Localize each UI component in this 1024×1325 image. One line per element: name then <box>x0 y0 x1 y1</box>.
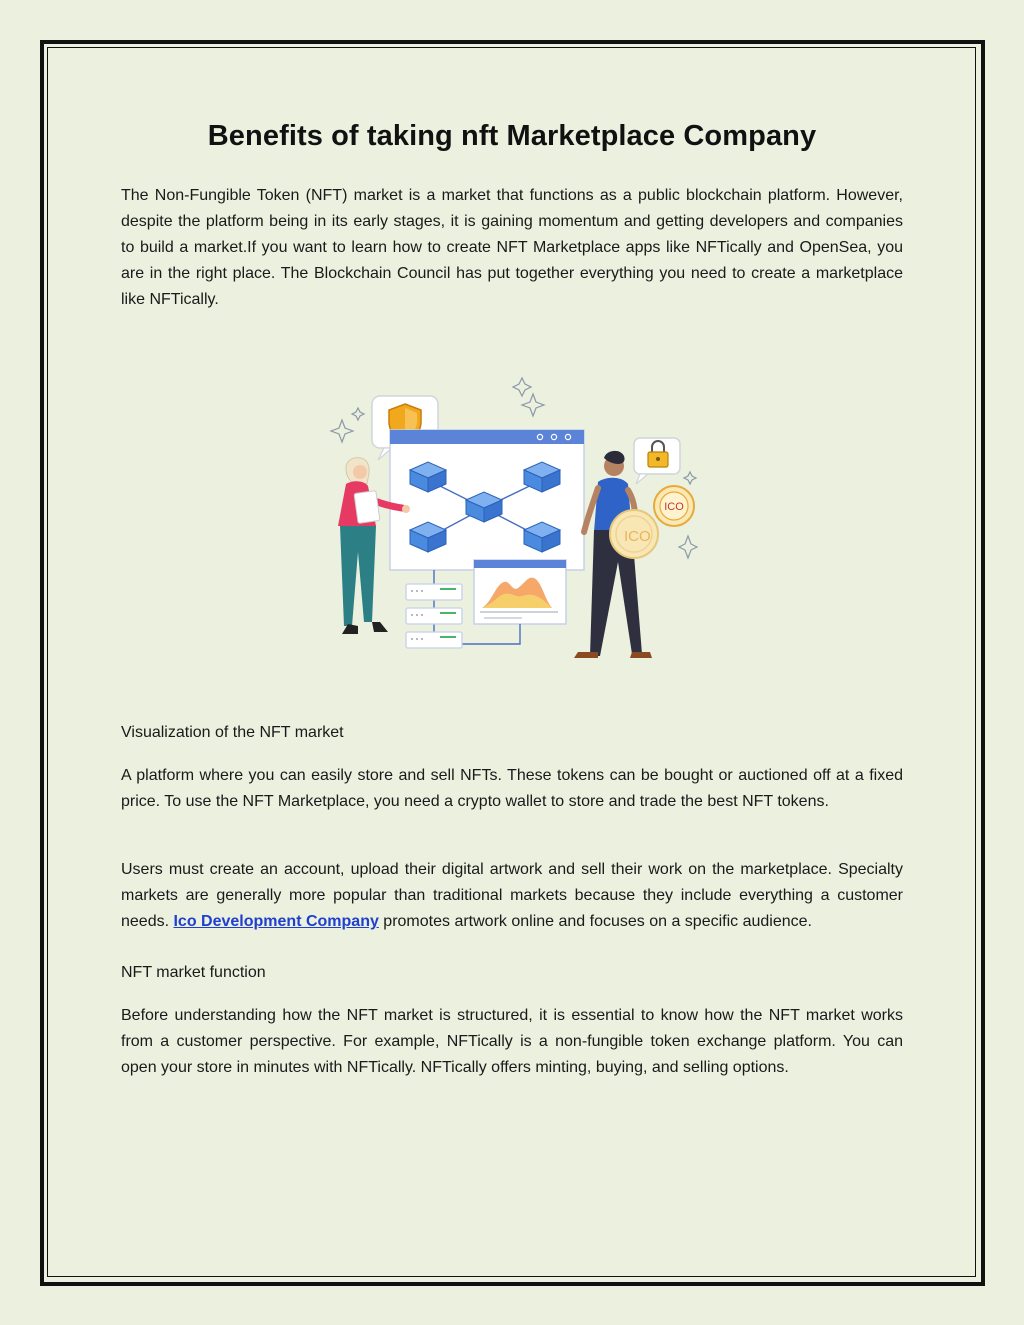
paragraph-users <box>121 857 903 935</box>
subheading-visualization: Visualization of the NFT market <box>121 724 344 741</box>
paragraph-users-text-b: promotes artwork online and focuses on a specific audience. <box>378 913 812 930</box>
ico-badge-label: ICO <box>664 501 684 513</box>
ico-coin-label: ICO <box>624 528 651 545</box>
page-title: Benefits of taking nft Marketplace Company <box>207 120 817 152</box>
paragraph-platform: A platform where you can easily store and sell NFTs. These tokens can be bought or auctioned off at a fixed price. To use the NFT Marketplace, you need a crypto wallet to store and trade the best NFT tokens. <box>121 767 903 810</box>
chart-window <box>474 560 566 624</box>
paragraph-users-text-a: Users must create an account, upload their digital artwork and sell their work on the marketplace. Specialty markets are generally more popular than traditional markets because they include everything a customer needs. <box>121 861 903 930</box>
nft-marketplace-illustration <box>322 372 706 668</box>
padlock-icon <box>634 438 680 484</box>
blockchain-window <box>390 430 584 570</box>
subheading-market-function: NFT market function <box>121 964 266 981</box>
intro-paragraph: The Non-Fungible Token (NFT) market is a market that functions as a public blockchain platform. However, despite the platform being in its early stages, it is gaining momentum and getting developers and companies to build a market.If you want to learn how to create NFT Marketplace apps like NFTically and OpenSea, you are in the right place. The Blockchain Council has put together everything you need to create a marketplace like NFTically. <box>121 187 903 308</box>
ico-development-company-link[interactable]: Ico Development Company <box>173 913 379 930</box>
paragraph-market-function: Before understanding how the NFT market is structured, it is essential to know how the NFT market works from a customer perspective. For example, NFTically is a non-fungible token exchange platform. You can open your store in minutes with NFTically. NFTically offers minting, buying, and selling options. <box>121 1007 903 1076</box>
